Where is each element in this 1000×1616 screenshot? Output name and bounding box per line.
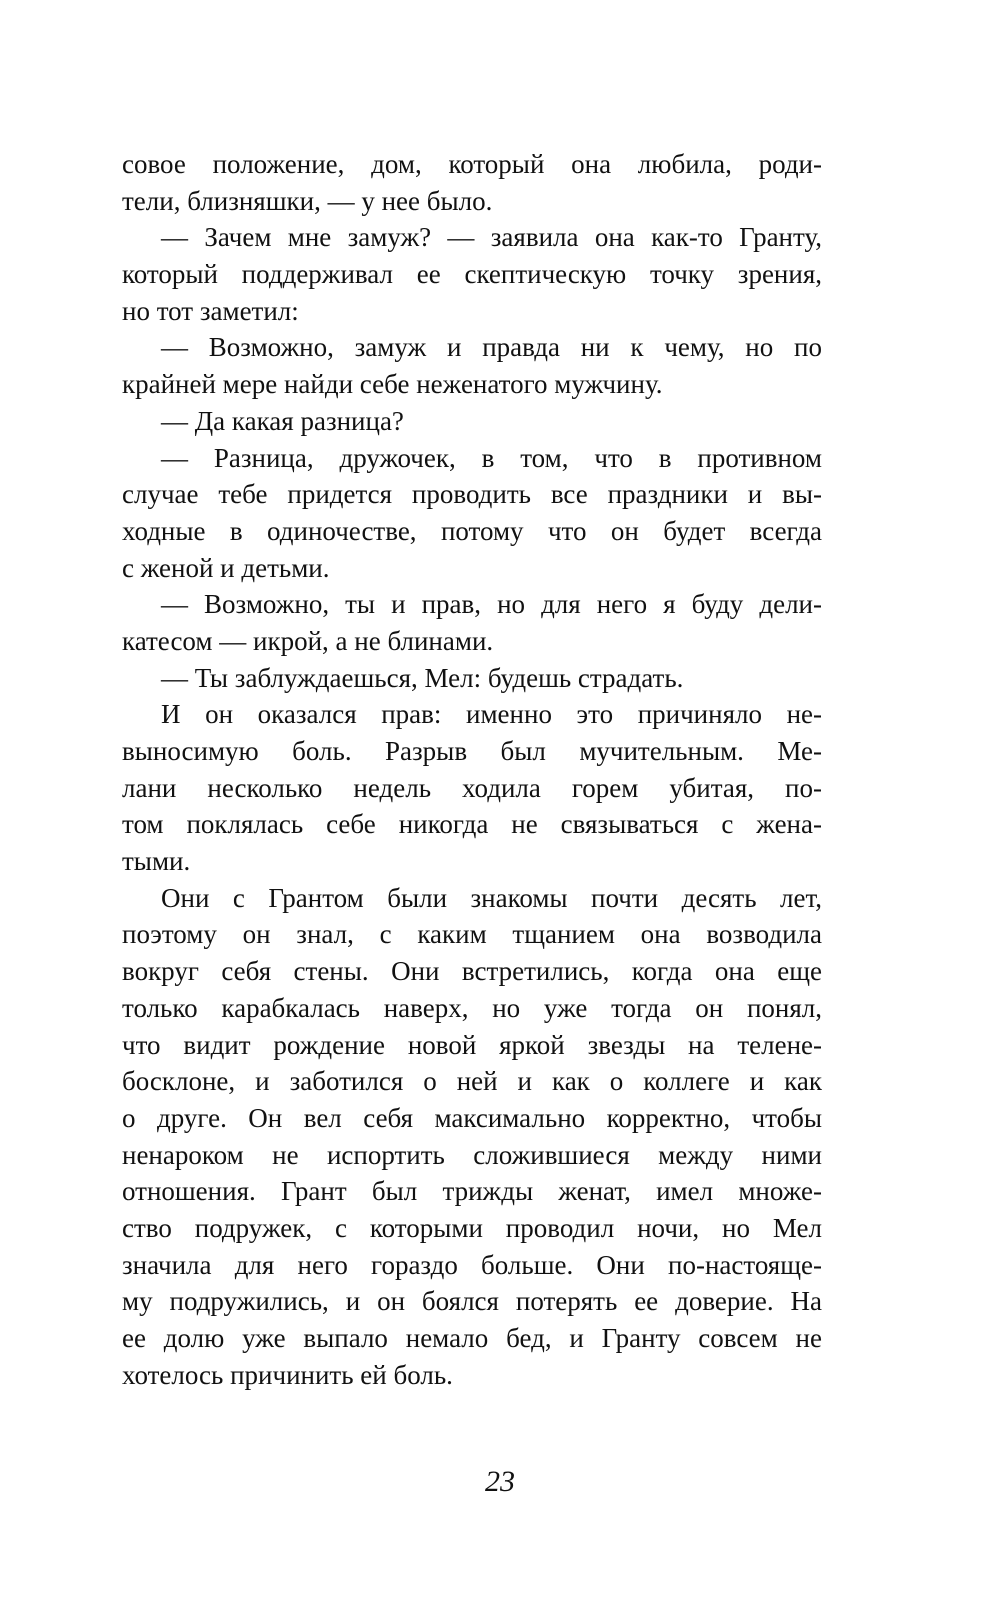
text-line: Они с Грантом были знакомы почти десять лет,	[161, 882, 822, 913]
text-line: случае тебе придется проводить все праздники и вы-	[122, 479, 822, 510]
text-line: ненароком не испортить сложившиеся между ними	[122, 1139, 822, 1170]
text-line: о друге. Он вел себя максимально корректно, чтобы	[122, 1102, 822, 1133]
text-line: — Разница, дружочек, в том, что в противном	[161, 442, 822, 473]
text-line: поэтому он знал, с каким тщанием она возводила	[122, 919, 822, 950]
text-line: с женой и детьми.	[122, 552, 330, 583]
text-line: ее долю уже выпало немало бед, и Гранту совсем не	[122, 1323, 822, 1353]
page-number: 23	[485, 1465, 515, 1498]
text-line: значила для него гораздо больше. Они по-настояще-	[122, 1249, 822, 1280]
text-line: том поклялась себе никогда не связываться с жена-	[122, 809, 822, 840]
text-line: отношения. Грант был трижды женат, имел множе-	[122, 1176, 822, 1207]
text-line: — Зачем мне замуж? — заявила она как-то Гранту,	[161, 222, 822, 253]
text-line: катесом — икрой, а не блинами.	[122, 625, 494, 656]
text-line: тыми.	[122, 846, 191, 877]
text-line: — Возможно, ты и прав, но для него я буду дели-	[161, 589, 822, 620]
text-line: который поддерживал ее скептическую точку зрения,	[122, 259, 822, 290]
body-text	[122, 146, 822, 1393]
text-line: — Да какая разница?	[161, 405, 404, 436]
text-line: И он оказался прав: именно это причиняло не-	[161, 699, 822, 730]
text-line: тели, близняшки, — у нее было.	[122, 185, 493, 216]
text-line: — Возможно, замуж и правда ни к чему, но по	[161, 332, 822, 363]
text-line: вокруг себя стены. Они встретились, когда она еще	[122, 956, 822, 987]
text-line: ство подружек, с которыми проводил ночи, но Мел	[122, 1212, 822, 1243]
text-line: ходные в одиночестве, потому что он будет всегда	[122, 515, 822, 546]
text-line: лани несколько недель ходила горем убитая, по-	[122, 772, 822, 803]
text-line: что видит рождение новой яркой звезды на телене-	[122, 1029, 822, 1060]
text-line: — Ты заблуждаешься, Мел: будешь страдать.	[161, 662, 684, 693]
text-line: крайней мере найди себе неженатого мужчину.	[122, 369, 663, 400]
text-line: хотелось причинить ей боль.	[122, 1359, 453, 1390]
text-line: му подружились, и он боялся потерять ее доверие. На	[122, 1286, 822, 1317]
text-line: босклоне, и заботился о ней и как о коллеге и как	[122, 1066, 822, 1097]
text-line: совое положение, дом, который она любила, роди-	[122, 149, 822, 179]
text-line: только карабкалась наверх, но уже тогда он понял,	[122, 992, 822, 1023]
text-line: выносимую боль. Разрыв был мучительным. Ме-	[122, 736, 822, 766]
text-line: но тот заметил:	[122, 295, 299, 326]
